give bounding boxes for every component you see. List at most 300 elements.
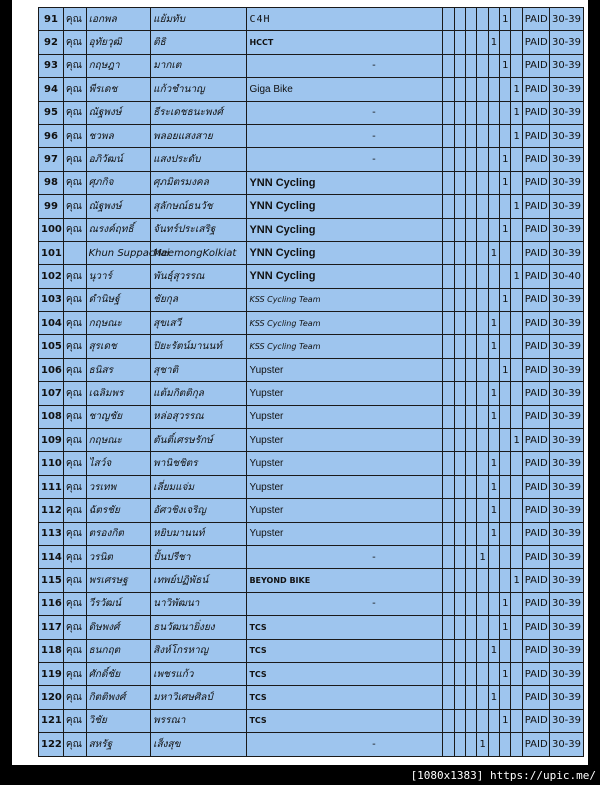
category-mark-cell [488, 195, 499, 218]
last-name-cell: ศุภมิตรมงคล [151, 171, 247, 194]
category-mark-cell [454, 592, 465, 615]
category-mark-cell [477, 475, 488, 498]
age-category-cell: 30-39 [549, 218, 583, 241]
team-cell: HCCT [247, 31, 443, 54]
first-name-cell: สุรเดช [86, 335, 151, 358]
category-mark-cell [466, 265, 477, 288]
category-mark-cell: 1 [500, 171, 511, 194]
row-number: 100 [39, 218, 64, 241]
category-mark-cell: 1 [500, 662, 511, 685]
last-name-cell: เทพย์ปฏิพัธน์ [151, 569, 247, 592]
category-mark-cell [443, 686, 454, 709]
category-mark-cell [511, 382, 522, 405]
last-name-cell: ชัยกุล [151, 288, 247, 311]
category-mark-cell: 1 [488, 475, 499, 498]
category-mark-cell [443, 265, 454, 288]
category-mark-cell [443, 662, 454, 685]
row-number: 95 [39, 101, 64, 124]
team-cell: YNN Cycling [247, 265, 443, 288]
category-mark-cell [454, 312, 465, 335]
category-mark-cell [477, 405, 488, 428]
participant-table [38, 7, 584, 757]
table-row [39, 54, 584, 77]
row-number: 119 [39, 662, 64, 685]
title-cell: คุณ [63, 54, 86, 77]
first-name-cell: ฉัตรชัย [86, 499, 151, 522]
table-row [39, 288, 584, 311]
category-mark-cell [511, 733, 522, 756]
category-mark-cell [488, 616, 499, 639]
category-mark-cell [488, 171, 499, 194]
title-cell: คุณ [63, 31, 86, 54]
category-mark-cell [466, 124, 477, 147]
category-mark-cell [500, 545, 511, 568]
category-mark-cell [488, 545, 499, 568]
payment-status-cell: PAID [522, 499, 549, 522]
category-mark-cell [443, 569, 454, 592]
table-row [39, 124, 584, 147]
category-mark-cell [500, 522, 511, 545]
table-row [39, 148, 584, 171]
team-cell: TCS [247, 709, 443, 732]
category-mark-cell: 1 [500, 358, 511, 381]
category-mark-cell [488, 429, 499, 452]
category-mark-cell: 1 [488, 405, 499, 428]
category-mark-cell [466, 101, 477, 124]
team-cell: Yupster [247, 405, 443, 428]
title-cell: คุณ [63, 499, 86, 522]
category-mark-cell [477, 8, 488, 31]
last-name-cell: แก้วชำนาญ [151, 78, 247, 101]
title-cell: คุณ [63, 148, 86, 171]
category-mark-cell [466, 8, 477, 31]
category-mark-cell [511, 218, 522, 241]
category-mark-cell [511, 8, 522, 31]
age-category-cell: 30-39 [549, 288, 583, 311]
category-mark-cell [466, 335, 477, 358]
category-mark-cell: 1 [500, 288, 511, 311]
category-mark-cell [500, 639, 511, 662]
last-name-cell: พลอยแสงสาย [151, 124, 247, 147]
category-mark-cell: 1 [511, 429, 522, 452]
age-category-cell: 30-39 [549, 405, 583, 428]
category-mark-cell [443, 382, 454, 405]
team-cell: Yupster [247, 522, 443, 545]
last-name-cell: สุขเสวี [151, 312, 247, 335]
age-category-cell: 30-39 [549, 429, 583, 452]
category-mark-cell [443, 335, 454, 358]
category-mark-cell [466, 662, 477, 685]
title-cell: คุณ [63, 101, 86, 124]
table-row [39, 358, 584, 381]
category-mark-cell [443, 78, 454, 101]
age-category-cell: 30-39 [549, 148, 583, 171]
category-mark-cell [511, 499, 522, 522]
category-mark-cell: 1 [500, 616, 511, 639]
category-mark-cell [488, 148, 499, 171]
table-row [39, 78, 584, 101]
table-row [39, 475, 584, 498]
first-name-cell: วีรวัฒน์ [86, 592, 151, 615]
title-cell: คุณ [63, 382, 86, 405]
row-number: 106 [39, 358, 64, 381]
category-mark-cell [454, 241, 465, 264]
payment-status-cell: PAID [522, 569, 549, 592]
category-mark-cell [511, 241, 522, 264]
category-mark-cell [443, 288, 454, 311]
category-mark-cell [488, 733, 499, 756]
category-mark-cell [477, 452, 488, 475]
table-row [39, 405, 584, 428]
category-mark-cell [477, 101, 488, 124]
category-mark-cell [454, 124, 465, 147]
last-name-cell: พันธุ์สุวรรณ [151, 265, 247, 288]
table-row [39, 382, 584, 405]
last-name-cell: มหาวิเศษศิลป์ [151, 686, 247, 709]
first-name-cell: วรนิต [86, 545, 151, 568]
last-name-cell: อัศวชิงเจริญ [151, 499, 247, 522]
row-number: 98 [39, 171, 64, 194]
row-number: 109 [39, 429, 64, 452]
team-cell: TCS [247, 639, 443, 662]
payment-status-cell: PAID [522, 686, 549, 709]
category-mark-cell: 1 [511, 569, 522, 592]
last-name-cell: หยิบมานนท์ [151, 522, 247, 545]
category-mark-cell [511, 686, 522, 709]
age-category-cell: 30-39 [549, 662, 583, 685]
category-mark-cell [443, 709, 454, 732]
category-mark-cell [500, 382, 511, 405]
category-mark-cell [477, 686, 488, 709]
category-mark-cell [488, 54, 499, 77]
category-mark-cell [443, 592, 454, 615]
category-mark-cell [466, 358, 477, 381]
title-cell: คุณ [63, 709, 86, 732]
last-name-cell: ตันติ์เศรษรักษ์ [151, 429, 247, 452]
category-mark-cell [466, 429, 477, 452]
team-cell: YNN Cycling [247, 195, 443, 218]
category-mark-cell [454, 288, 465, 311]
payment-status-cell: PAID [522, 195, 549, 218]
category-mark-cell [454, 545, 465, 568]
team-cell: C4H [247, 8, 443, 31]
payment-status-cell: PAID [522, 31, 549, 54]
table-row [39, 218, 584, 241]
category-mark-cell: 1 [500, 218, 511, 241]
payment-status-cell: PAID [522, 171, 549, 194]
category-mark-cell [477, 241, 488, 264]
title-cell: คุณ [63, 592, 86, 615]
category-mark-cell: 1 [500, 54, 511, 77]
age-category-cell: 30-39 [549, 452, 583, 475]
category-mark-cell [511, 545, 522, 568]
first-name-cell: ตรองกิต [86, 522, 151, 545]
category-mark-cell [454, 218, 465, 241]
row-number: 117 [39, 616, 64, 639]
title-cell: คุณ [63, 8, 86, 31]
payment-status-cell: PAID [522, 148, 549, 171]
last-name-cell: เลี่ยมแจ่ม [151, 475, 247, 498]
payment-status-cell: PAID [522, 54, 549, 77]
first-name-cell: ธนิสร [86, 358, 151, 381]
payment-status-cell: PAID [522, 592, 549, 615]
category-mark-cell [454, 148, 465, 171]
category-mark-cell: 1 [488, 335, 499, 358]
category-mark-cell [454, 662, 465, 685]
category-mark-cell [466, 686, 477, 709]
category-mark-cell: 1 [488, 499, 499, 522]
title-cell: คุณ [63, 358, 86, 381]
category-mark-cell [488, 218, 499, 241]
category-mark-cell [488, 265, 499, 288]
category-mark-cell [466, 54, 477, 77]
category-mark-cell: 1 [488, 382, 499, 405]
table-row [39, 429, 584, 452]
payment-status-cell: PAID [522, 312, 549, 335]
payment-status-cell: PAID [522, 335, 549, 358]
category-mark-cell [466, 78, 477, 101]
title-cell: คุณ [63, 662, 86, 685]
table-row [39, 639, 584, 662]
category-mark-cell [500, 78, 511, 101]
category-mark-cell [454, 265, 465, 288]
title-cell: คุณ [63, 78, 86, 101]
category-mark-cell [454, 382, 465, 405]
category-mark-cell [488, 124, 499, 147]
category-mark-cell [466, 452, 477, 475]
document-page [12, 0, 588, 765]
team-cell: TCS [247, 616, 443, 639]
team-cell: Yupster [247, 499, 443, 522]
category-mark-cell [477, 616, 488, 639]
age-category-cell: 30-39 [549, 499, 583, 522]
category-mark-cell [466, 31, 477, 54]
category-mark-cell [477, 148, 488, 171]
last-name-cell: สุชาติ [151, 358, 247, 381]
category-mark-cell [443, 218, 454, 241]
table-row [39, 545, 584, 568]
category-mark-cell [443, 31, 454, 54]
category-mark-cell [443, 195, 454, 218]
first-name-cell: วรเทพ [86, 475, 151, 498]
payment-status-cell: PAID [522, 405, 549, 428]
category-mark-cell [477, 31, 488, 54]
last-name-cell: ธีระเดชธนะพงศ์ [151, 101, 247, 124]
team-cell: TCS [247, 686, 443, 709]
category-mark-cell [443, 545, 454, 568]
category-mark-cell [500, 124, 511, 147]
row-number: 91 [39, 8, 64, 31]
category-mark-cell [443, 124, 454, 147]
category-mark-cell: 1 [488, 452, 499, 475]
age-category-cell: 30-39 [549, 686, 583, 709]
first-name-cell: นุวาร์ [86, 265, 151, 288]
category-mark-cell [454, 733, 465, 756]
category-mark-cell [500, 569, 511, 592]
category-mark-cell [454, 452, 465, 475]
category-mark-cell [511, 405, 522, 428]
age-category-cell: 30-39 [549, 709, 583, 732]
row-number: 92 [39, 31, 64, 54]
team-cell: Yupster [247, 452, 443, 475]
first-name-cell: ดิษพงศ์ [86, 616, 151, 639]
first-name-cell: พีรเดช [86, 78, 151, 101]
first-name-cell: ไสว์จ [86, 452, 151, 475]
category-mark-cell [477, 195, 488, 218]
category-mark-cell: 1 [511, 124, 522, 147]
row-number: 104 [39, 312, 64, 335]
team-cell: KSS Cycling Team [247, 288, 443, 311]
category-mark-cell [477, 592, 488, 615]
payment-status-cell: PAID [522, 241, 549, 264]
category-mark-cell [454, 616, 465, 639]
last-name-cell: มากเต [151, 54, 247, 77]
title-cell: คุณ [63, 475, 86, 498]
first-name-cell: ณัฐพงษ์ [86, 101, 151, 124]
category-mark-cell [477, 709, 488, 732]
category-mark-cell [511, 522, 522, 545]
table-row [39, 452, 584, 475]
category-mark-cell [443, 101, 454, 124]
team-cell: - [247, 54, 443, 77]
age-category-cell: 30-39 [549, 522, 583, 545]
title-cell: คุณ [63, 522, 86, 545]
age-category-cell: 30-39 [549, 78, 583, 101]
category-mark-cell: 1 [511, 78, 522, 101]
category-mark-cell [488, 592, 499, 615]
payment-status-cell: PAID [522, 101, 549, 124]
table-row [39, 662, 584, 685]
category-mark-cell [477, 312, 488, 335]
row-number: 96 [39, 124, 64, 147]
category-mark-cell [466, 195, 477, 218]
row-number: 105 [39, 335, 64, 358]
watermark-text: [1080x1383] https://upic.me/ [410, 769, 596, 782]
payment-status-cell: PAID [522, 382, 549, 405]
age-category-cell: 30-39 [549, 358, 583, 381]
last-name-cell: ธนวัฒนายิ่งยง [151, 616, 247, 639]
title-cell: คุณ [63, 335, 86, 358]
age-category-cell: 30-39 [549, 335, 583, 358]
category-mark-cell: 1 [488, 312, 499, 335]
category-mark-cell [511, 312, 522, 335]
category-mark-cell [443, 733, 454, 756]
table-row [39, 709, 584, 732]
category-mark-cell [454, 31, 465, 54]
title-cell: คุณ [63, 686, 86, 709]
title-cell: คุณ [63, 288, 86, 311]
category-mark-cell: 1 [500, 8, 511, 31]
category-mark-cell: 1 [500, 148, 511, 171]
category-mark-cell [466, 569, 477, 592]
table-row [39, 171, 584, 194]
table-row [39, 335, 584, 358]
category-mark-cell [454, 429, 465, 452]
team-cell: YNN Cycling [247, 218, 443, 241]
title-cell: คุณ [63, 545, 86, 568]
title-cell: คุณ [63, 265, 86, 288]
title-cell: คุณ [63, 616, 86, 639]
category-mark-cell [466, 171, 477, 194]
payment-status-cell: PAID [522, 639, 549, 662]
team-cell: - [247, 733, 443, 756]
row-number: 107 [39, 382, 64, 405]
category-mark-cell [488, 288, 499, 311]
last-name-cell: แต้มกิตติกุล [151, 382, 247, 405]
payment-status-cell: PAID [522, 78, 549, 101]
category-mark-cell [466, 733, 477, 756]
age-category-cell: 30-39 [549, 616, 583, 639]
age-category-cell: 30-39 [549, 592, 583, 615]
age-category-cell: 30-39 [549, 8, 583, 31]
table-row [39, 733, 584, 756]
category-mark-cell [477, 499, 488, 522]
last-name-cell: พานิชชิตร [151, 452, 247, 475]
category-mark-cell [454, 101, 465, 124]
title-cell: คุณ [63, 312, 86, 335]
category-mark-cell [443, 522, 454, 545]
category-mark-cell [500, 475, 511, 498]
category-mark-cell [454, 522, 465, 545]
first-name-cell: ชวพล [86, 124, 151, 147]
category-mark-cell [477, 429, 488, 452]
category-mark-cell [443, 148, 454, 171]
category-mark-cell [477, 218, 488, 241]
category-mark-cell [477, 288, 488, 311]
first-name-cell: กฤษฎา [86, 54, 151, 77]
table-row [39, 522, 584, 545]
age-category-cell: 30-40 [549, 265, 583, 288]
category-mark-cell [477, 639, 488, 662]
last-name-cell: พรรณา [151, 709, 247, 732]
category-mark-cell: 1 [500, 709, 511, 732]
payment-status-cell: PAID [522, 288, 549, 311]
category-mark-cell [454, 639, 465, 662]
row-number: 93 [39, 54, 64, 77]
row-number: 94 [39, 78, 64, 101]
category-mark-cell [443, 639, 454, 662]
row-number: 99 [39, 195, 64, 218]
category-mark-cell [466, 288, 477, 311]
category-mark-cell [477, 335, 488, 358]
age-category-cell: 30-39 [549, 312, 583, 335]
first-name-cell: วิชัย [86, 709, 151, 732]
category-mark-cell [466, 312, 477, 335]
last-name-cell: เพชรแก้ว [151, 662, 247, 685]
category-mark-cell [477, 358, 488, 381]
age-category-cell: 30-39 [549, 171, 583, 194]
row-number: 122 [39, 733, 64, 756]
payment-status-cell: PAID [522, 452, 549, 475]
age-category-cell: 30-39 [549, 569, 583, 592]
table-row [39, 241, 584, 264]
category-mark-cell [511, 452, 522, 475]
table-row [39, 499, 584, 522]
category-mark-cell [477, 54, 488, 77]
row-number: 110 [39, 452, 64, 475]
team-cell: - [247, 148, 443, 171]
table-row [39, 592, 584, 615]
category-mark-cell [488, 569, 499, 592]
category-mark-cell [454, 709, 465, 732]
category-mark-cell [488, 8, 499, 31]
table-row [39, 312, 584, 335]
category-mark-cell [477, 78, 488, 101]
category-mark-cell [477, 522, 488, 545]
category-mark-cell [511, 475, 522, 498]
category-mark-cell [477, 662, 488, 685]
row-number: 120 [39, 686, 64, 709]
